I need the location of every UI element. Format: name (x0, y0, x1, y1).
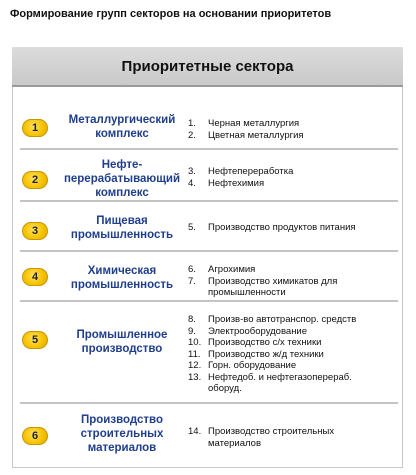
subitem-text: Нефтехимия (208, 177, 265, 189)
sector-name-line: Металлургический (68, 114, 176, 126)
sector-subitems (188, 314, 398, 395)
subitem-number: 9. (188, 325, 196, 337)
subitem-number: 4. (188, 177, 196, 189)
subitem-number: 10. (188, 337, 202, 348)
sector-name-line: перерабатывающий (63, 173, 181, 185)
subitem-number: 6. (188, 264, 196, 275)
subitem-text: Произв-во автотранспор. средств (208, 314, 357, 325)
subitem (188, 383, 398, 395)
subitem (188, 276, 398, 288)
subitem-text: Электрооборудование (208, 325, 308, 337)
subitem-number: 5. (188, 222, 196, 233)
subitem (188, 349, 398, 361)
subitem-number: 13. (188, 371, 202, 383)
sector-name (54, 158, 190, 200)
subitem-text: Производство ж/д техники (208, 348, 324, 360)
sector-number-badge: 1 (22, 119, 48, 137)
row-divider (20, 402, 398, 404)
subitem-number (188, 287, 208, 299)
subitem-text: Нефтепереработка (208, 166, 294, 177)
subitem-number: 14. (188, 426, 202, 437)
subitem-text: Производство продуктов питания (208, 222, 356, 233)
subitem (188, 264, 398, 276)
subitem-text: Производство химикатов для (208, 275, 338, 287)
sector-name (54, 328, 190, 356)
sector-name-line: производство (81, 343, 163, 355)
row-divider (20, 250, 398, 252)
sector-name-line: Пищевая (96, 215, 148, 227)
subitem-text: Цветная металлургия (208, 129, 304, 141)
sector-name-line: промышленность (70, 229, 174, 241)
sector-name-line: комплекс (95, 187, 149, 199)
sector-name-line: Нефте- (101, 159, 143, 171)
subitem-text: Черная металлургия (208, 118, 300, 129)
subitem-text: промышленности (208, 287, 286, 298)
subitem-number (188, 438, 208, 450)
subitem-text: Производство с/х техники (208, 337, 322, 348)
subitem-number (188, 383, 208, 395)
row-divider (20, 300, 398, 302)
subitem (188, 360, 398, 372)
subitem (188, 337, 398, 349)
subitem (188, 222, 398, 234)
subitem-number: 8. (188, 314, 196, 325)
subitem-text: Производство строительных (208, 426, 335, 437)
sector-name (54, 113, 190, 141)
sector-subitems (188, 118, 398, 141)
panel-header: Приоритетные сектора (12, 47, 403, 87)
row-divider (20, 200, 398, 202)
row-divider (20, 148, 398, 150)
subitem (188, 326, 398, 338)
sector-subitems (188, 426, 398, 449)
priority-sectors-panel (12, 47, 403, 468)
sector-name (54, 413, 190, 455)
sector-name-line: комплекс (95, 128, 149, 140)
sector-name-line: промышленность (70, 279, 174, 291)
sector-name (54, 214, 190, 242)
subitem (188, 287, 398, 299)
subitem-number: 12. (188, 360, 202, 371)
subitem-number: 3. (188, 166, 196, 177)
sector-subitems (188, 222, 398, 234)
sector-subitems (188, 166, 398, 189)
sector-subitems (188, 264, 398, 299)
sector-number-badge: 3 (22, 222, 48, 240)
sector-name-line: строительных (80, 428, 164, 440)
page-title: Формирование групп секторов на основании приоритетов (10, 8, 332, 20)
subitem (188, 166, 398, 178)
subitem-text: Нефтедоб. и нефтегазопереpаб. (208, 371, 352, 383)
subitem-text: оборуд. (208, 383, 242, 394)
subitem-number: 1. (188, 118, 196, 129)
subitem (188, 118, 398, 130)
sector-number-badge: 4 (22, 268, 48, 286)
sector-name-line: Промышленное (76, 329, 168, 341)
subitem-number: 2. (188, 129, 196, 141)
sector-number-badge: 6 (22, 427, 48, 445)
subitem-text: материалов (208, 437, 261, 449)
subitem (188, 426, 398, 438)
sector-name-line: Производство (80, 414, 163, 426)
subitem (188, 438, 398, 450)
subitem (188, 130, 398, 142)
sector-name (54, 264, 190, 292)
subitem (188, 372, 398, 384)
sector-name-line: материалов (87, 442, 157, 454)
subitem-number: 7. (188, 275, 196, 287)
subitem-text: Агрохимия (208, 264, 256, 275)
sector-number-badge: 5 (22, 331, 48, 349)
sector-number-badge: 2 (22, 171, 48, 189)
subitem-number: 11. (188, 348, 201, 360)
subitem (188, 178, 398, 190)
sector-name-line: Химическая (87, 265, 157, 277)
subitem-text: Горн. оборудование (208, 360, 297, 371)
subitem (188, 314, 398, 326)
